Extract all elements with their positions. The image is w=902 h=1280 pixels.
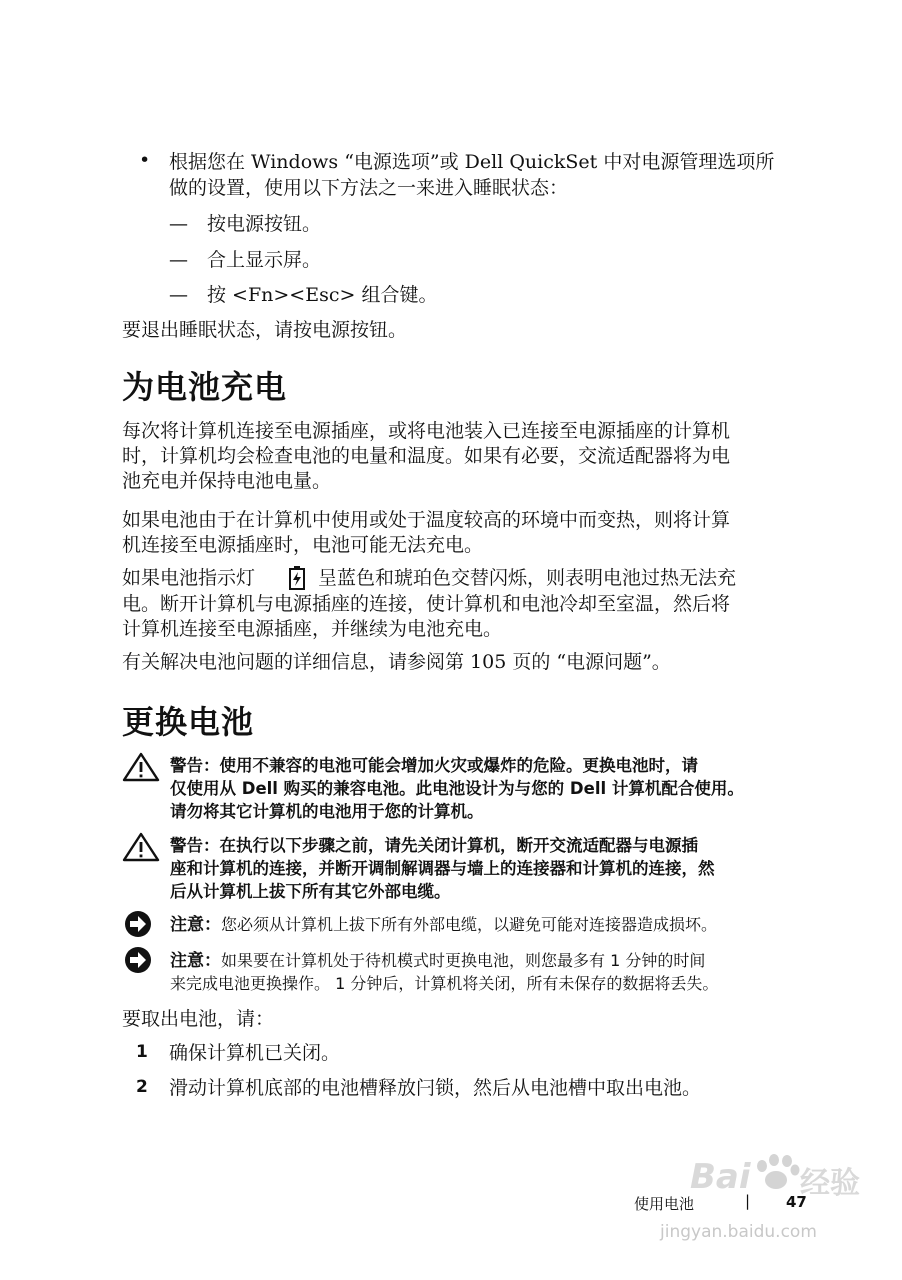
dash-marker: — [169,284,188,306]
warning-line: 仅使用从 Dell 购买的兼容电池。此电池设计为与您的 Dell 计算机配合使用。 [170,779,744,798]
footer-separator: | [745,1192,751,1210]
notice-label: 注意： [170,951,221,971]
dash-item: 按 <Fn><Esc> 组合键。 [207,284,438,306]
paragraph-line: 每次将计算机连接至电源插座，或将电池装入已连接至电源插座的计算机 [122,420,731,442]
notice-label: 注意： [170,915,221,935]
warning-line: 警告：在执行以下步骤之前，请先关闭计算机，断开交流适配器与电源插 [170,836,698,855]
battery-indicator-icon [287,565,307,591]
footer-section-label: 使用电池 [634,1195,695,1213]
watermark-logo-left: Bai [690,1157,751,1197]
section-heading-charge: 为电池充电 [122,368,288,406]
notice-text: 您必须从计算机上拔下所有外部电缆，以避免可能对连接器造成损坏。 [221,915,718,934]
step-text: 滑动计算机底部的电池槽释放闩锁，然后从电池槽中取出电池。 [169,1077,702,1099]
watermark-logo-right: 经验 [800,1166,860,1201]
notice-line [170,949,705,973]
paragraph-line: 池充电并保持电池电量。 [122,470,332,492]
dash-item: 合上显示屏。 [207,249,322,271]
paragraph-line: 如果电池指示灯 [122,567,256,589]
paragraph-line: 时，计算机均会检查电池的电量和温度。如果有必要，交流适配器将为电 [122,445,731,467]
step-number: 1 [136,1042,148,1062]
dash-item: 按电源按钮。 [207,213,322,235]
warning-line: 后从计算机上拔下所有其它外部电缆。 [170,882,451,901]
step-text: 确保计算机已关闭。 [169,1042,341,1064]
bullet-line: 根据您在 Windows “电源选项”或 Dell QuickSet 中对电源管理选项所 [169,151,775,173]
notice-line [170,913,717,937]
dash-marker: — [169,249,188,271]
remove-intro: 要取出电池，请： [122,1008,275,1030]
bullet-line: 做的设置，使用以下方法之一来进入睡眠状态： [169,177,569,199]
notice-arrow-icon [124,910,152,938]
warning-triangle-icon [122,752,160,782]
page-number: 47 [786,1193,807,1211]
section-heading-replace: 更换电池 [122,703,255,741]
watermark-url: jingyan.baidu.com [660,1222,817,1242]
notice-arrow-icon [124,946,152,974]
paragraph-line: 计算机连接至电源插座，并继续为电池充电。 [122,618,503,640]
paragraph-line: 如果电池由于在计算机中使用或处于温度较高的环境中而变热，则将计算 [122,509,731,531]
notice-text: 如果要在计算机处于待机模式时更换电池，则您最多有 1 分钟的时间 [221,951,706,970]
warning-line: 座和计算机的连接，并断开调制解调器与墙上的连接器和计算机的连接，然 [170,859,715,878]
dash-marker: — [169,213,188,235]
notice-line: 来完成电池更换操作。 1 分钟后，计算机将关闭，所有未保存的数据将丢失。 [170,974,719,993]
warning-triangle-icon [122,832,160,862]
paragraph-line: 电。断开计算机与电源插座的连接，使计算机和电池冷却至室温，然后将 [122,593,731,615]
warning-line: 请勿将其它计算机的电池用于您的计算机。 [170,802,484,821]
bullet-marker: • [139,149,151,171]
exit-sleep-text: 要退出睡眠状态，请按电源按钮。 [122,319,408,341]
paragraph-line: 呈蓝色和琥珀色交替闪烁，则表明电池过热无法充 [318,567,737,589]
step-number: 2 [136,1077,148,1097]
paragraph-line: 有关解决电池问题的详细信息，请参阅第 105 页的 “电源问题”。 [122,651,671,673]
paragraph-line: 机连接至电源插座时，电池可能无法充电。 [122,534,484,556]
warning-line: 警告：使用不兼容的电池可能会增加火灾或爆炸的危险。更换电池时，请 [170,756,698,775]
